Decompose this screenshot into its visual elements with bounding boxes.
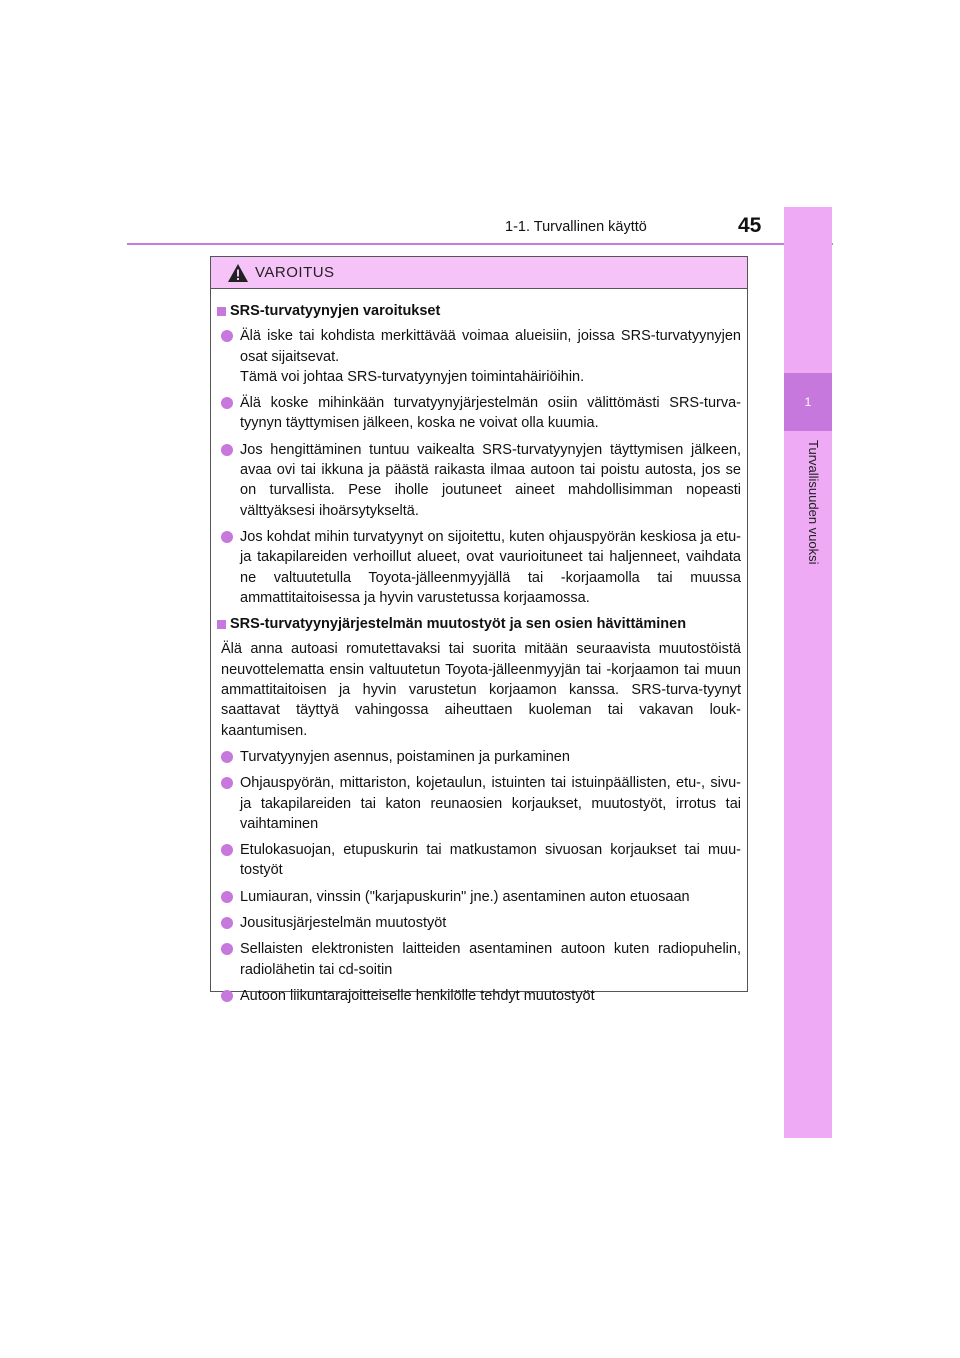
list-item: Älä iske tai kohdista merkittävää voimaa alueisiin, joissa SRS-turvatyynyjen osat sijaitsevat. Tämä voi johtaa SRS-turvatyynyjen toimintahäiriöihin. — [221, 326, 741, 387]
dot-bullet-icon — [221, 990, 233, 1002]
warning-header — [211, 257, 747, 289]
dot-bullet-icon — [221, 844, 233, 856]
list-item: Lumiauran, vinssin ("karjapuskurin" jne.) asentaminen auton etuosaan — [221, 887, 741, 907]
list-item: Etulokasuojan, etupuskurin tai matkustamon sivuosan korjaukset tai muu-tostyöt — [221, 840, 741, 881]
list-item: Autoon liikuntarajoitteiselle henkilölle tehdyt muutostyöt — [221, 986, 741, 1006]
square-bullet-icon — [217, 307, 226, 316]
dot-bullet-icon — [221, 397, 233, 409]
dot-bullet-icon — [221, 917, 233, 929]
warning-box — [210, 256, 748, 1004]
warning-triangle-icon — [227, 263, 249, 283]
list-item: Turvatyynyjen asennus, poistaminen ja purkaminen — [221, 747, 741, 767]
chapter-side-tab — [784, 207, 832, 1138]
chapter-number: 1 — [784, 373, 832, 431]
dot-bullet-icon — [221, 943, 233, 955]
dot-bullet-icon — [221, 777, 233, 789]
section-intro: Älä anna autoasi romutettavaksi tai suorita mitään seuraavista muutostöistä neuvottelematta ensin valtuutetun Toyota-jälleenmyyjän tai -korjaamon tai muun ammattitaitoisen ja hyvin varustetun korjaamon kanssa. SRS-turva-tyynyt saattavat täyttyä vahingossa aiheuttaen kuoleman tai vakavan louk-kaantumisen. — [221, 641, 741, 739]
section-title: 1-1. Turvallinen käyttö — [505, 219, 647, 235]
warning-body — [211, 289, 747, 1006]
list-item: Älä koske mihinkään turvatyynyjärjestelmän osiin välittömästi SRS-turva-tyynyn täyttymisen jälkeen, koska ne voivat olla kuumia. — [221, 393, 741, 434]
dot-bullet-icon — [221, 891, 233, 903]
section-heading: SRS-turvatyynyjärjestelmän muutostyöt ja sen osien hävittäminen — [217, 614, 741, 634]
list-item: Jousitusjärjestelmän muutostyöt — [221, 913, 741, 933]
section-heading: SRS-turvatyynyjen varoitukset — [217, 301, 741, 321]
dot-bullet-icon — [221, 330, 233, 342]
dot-bullet-icon — [221, 444, 233, 456]
list-item: Ohjauspyörän, mittariston, kojetaulun, istuinten tai istuinpäällisten, etu-, sivu- ja takapilareiden tai katon reunaosien korjaukset, muutostyöt, irrotus tai vaihtaminen — [221, 773, 741, 834]
list-item: Sellaisten elektronisten laitteiden asentaminen autoon kuten radiopuhelin, radiolähetin tai cd-soitin — [221, 939, 741, 980]
page-number: 45 — [738, 214, 762, 237]
chapter-title: Turvallisuuden vuoksi — [806, 440, 821, 565]
warning-title: VAROITUS — [255, 264, 335, 281]
header-divider — [127, 243, 833, 245]
list-item: Jos hengittäminen tuntuu vaikealta SRS-turvatyynyjen täyttymisen jälkeen, avaa ovi tai ikkuna ja päästä raikasta ilmaa autoon tai poistu autosta, jos se on turvallista. Pese iholle joutuneet aineet mahdollisimman nopeasti välttyäksesi ihoärsytykseltä. — [221, 440, 741, 521]
square-bullet-icon — [217, 620, 226, 629]
dot-bullet-icon — [221, 531, 233, 543]
list-item: Jos kohdat mihin turvatyynyt on sijoitettu, kuten ohjauspyörän keskiosa ja etu- ja takapilareiden verhoillut alueet, ovat vaurioituneet tai haljenneet, vaihdata ne valtuutetulla Toyota-jälleenmyyjällä tai -korjaamolla tai muussa ammattitaitoisessa ja hyvin varustetussa korjaamossa. — [221, 527, 741, 608]
dot-bullet-icon — [221, 751, 233, 763]
